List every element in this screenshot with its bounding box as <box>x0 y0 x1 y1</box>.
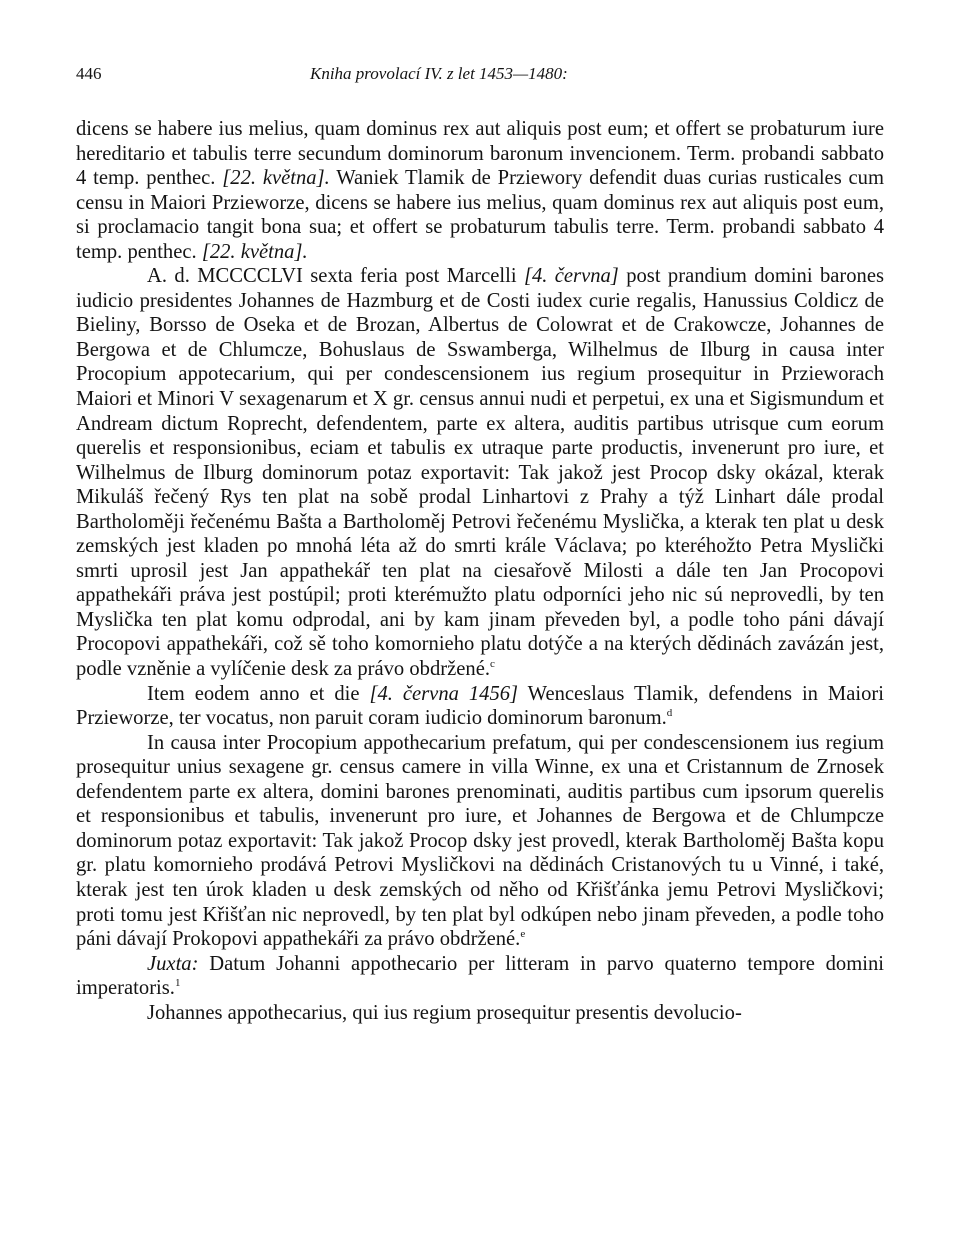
paragraph <box>76 952 884 1001</box>
footnote-marker: e <box>520 928 526 941</box>
italic-text: Juxta: <box>147 952 199 975</box>
paragraph <box>76 117 884 264</box>
paragraph-text: dicens se habere ius melius, quam dominus rex aut aliquis post eum; et offert se probaturum iure hereditario et tabulis terre secundum dominorum baronum invencionem. Term. probandi sabbato 4 temp. penthec. <box>76 118 884 190</box>
footnote-marker: c <box>489 658 495 671</box>
body-text <box>76 117 884 1025</box>
italic-text: [22. května]. <box>222 167 330 190</box>
paragraph <box>76 682 884 731</box>
paragraph-text: post prandium domini barones iudicio presidentes Johannes de Hazmburg et de Costi iudex curie regalis, Hanussius Coldicz de Bieliny, Borsso de Oseka et de Brozan, Albertus de Colowrat et de Crakowcze, Johannes de Bergowa et de Chlumcze, Bohuslaus de Sswamberga, Wilhelmus de Ilburg in causa inter Procopium appotecarium, qui per condescensionem ius regium prosequitur in Przieworach Maiori et Minori V sexagenarum et X gr. census annui nudi et perpetui, ex una et Sigismundum et Andream dictum Roprecht, defendentem, parte ex altera, auditis partibus utrisque cum eorum querelis et responsionibus, eciam et tabulis ex utraque parte productis, invenerunt pro iure, et Wilhelmus de Ilburg dominorum potaz exportavit: Tak jakož jest Procop dsky okázal, kterak Mikuláš řečený Rys ten plat na sobě prodal Linhartovi z Prahy a týž Linhart dále prodal Bartholoměji řečenému Bašta a Bartholoměj Petrovi řečenému Myslička, a kterak ten plat u desk zemských jest kladen po mnohá léta až do smrti krále Václava; po kteréhožto Petra Myslički smrti uprosil jest Jan appathekář ten plat na ciesařově Milosti a dále ten Jan Procopovi appathekáři práva jest postúpil; proti kterémužto platu odporníci jeho nic sú neprovedli, by ten Myslička ten plat komu odprodal, ani by kam jinam převeden byl, a podle toho páni dávají Procopovi appathekáři, což sě toho komornieho platu dotýče a na kterých dědinách zavázán jest, podle vzněnie a vylíčenie desk za právo obdržené. <box>76 265 885 681</box>
paragraph-text: Datum Johanni appothecario per litteram in parvo quaterno tempore domini imperatoris. <box>76 952 884 1000</box>
italic-text: [4. června 1456] <box>369 682 519 705</box>
paragraph-text: In causa inter Procopium appothecarium prefatum, qui per condescensionem ius regium prosequitur unius sexagene gr. census camere in villa Winne, ex una et Cristannum de Zrnosek defendentem parte ex altera, domini barones prenominati, auditis partibus cum ipsorum querelis et responsionibus et tabulis, invenerunt pro iure, et Johannes de Bergowa et de Chlumpcze dominorum potaz exportavit: Tak jakož Procop dsky jest provedl, kterak Bartholoměj Bašta kopu gr. platu komornieho prodává Petrovi Mysličkovi na dědinách Cristanových tu u Vinné, i také, kterak jest ten úrok kladen u desk zemských od něho od Křišťánka jemu Petrovi Mysličkovi; proti tomu jest Křišťan nic neprovedl, by ten plat byl odkúpen nebo jinam převeden, a podle toho páni dávají Prokopovi appathekáři za právo obdržené. <box>76 731 884 951</box>
footnote-marker: 1 <box>174 977 181 990</box>
paragraph <box>76 1001 884 1026</box>
paragraph-text: Wenceslaus Tlamik, defendens in Maiori Przieworze, ter vocatus, non paruit coram iudicio dominorum baronum. <box>76 682 884 730</box>
paragraph-text: Waniek Tlamik de Prziewory defendit duas curias rusticales cum censu in Maiori Przieworze, dicens se habere ius melius, quam dominus rex aut aliquis post eum, si proclamacio tangit bona sua; et offert se probaturum tabulis terre. Term. probandi sabbato 4 temp. penthec. <box>76 167 884 263</box>
paragraph <box>76 264 884 681</box>
page-header <box>76 64 884 84</box>
paragraph <box>76 731 884 952</box>
paragraph-text: Item eodem anno et die <box>147 682 370 705</box>
footnote-marker: d <box>666 707 673 720</box>
italic-text: [4. června] <box>523 265 619 288</box>
paragraph-text: Johannes appothecarius, qui ius regium prosequitur presentis devolucio- <box>147 1001 742 1024</box>
running-title: Kniha provolací IV. z let 1453—1480: <box>310 64 568 83</box>
page-number: 446 <box>76 64 102 83</box>
paragraph-text: A. d. MCCCCLVI sexta feria post Marcelli <box>147 265 524 288</box>
italic-text: [22. května]. <box>201 240 308 263</box>
